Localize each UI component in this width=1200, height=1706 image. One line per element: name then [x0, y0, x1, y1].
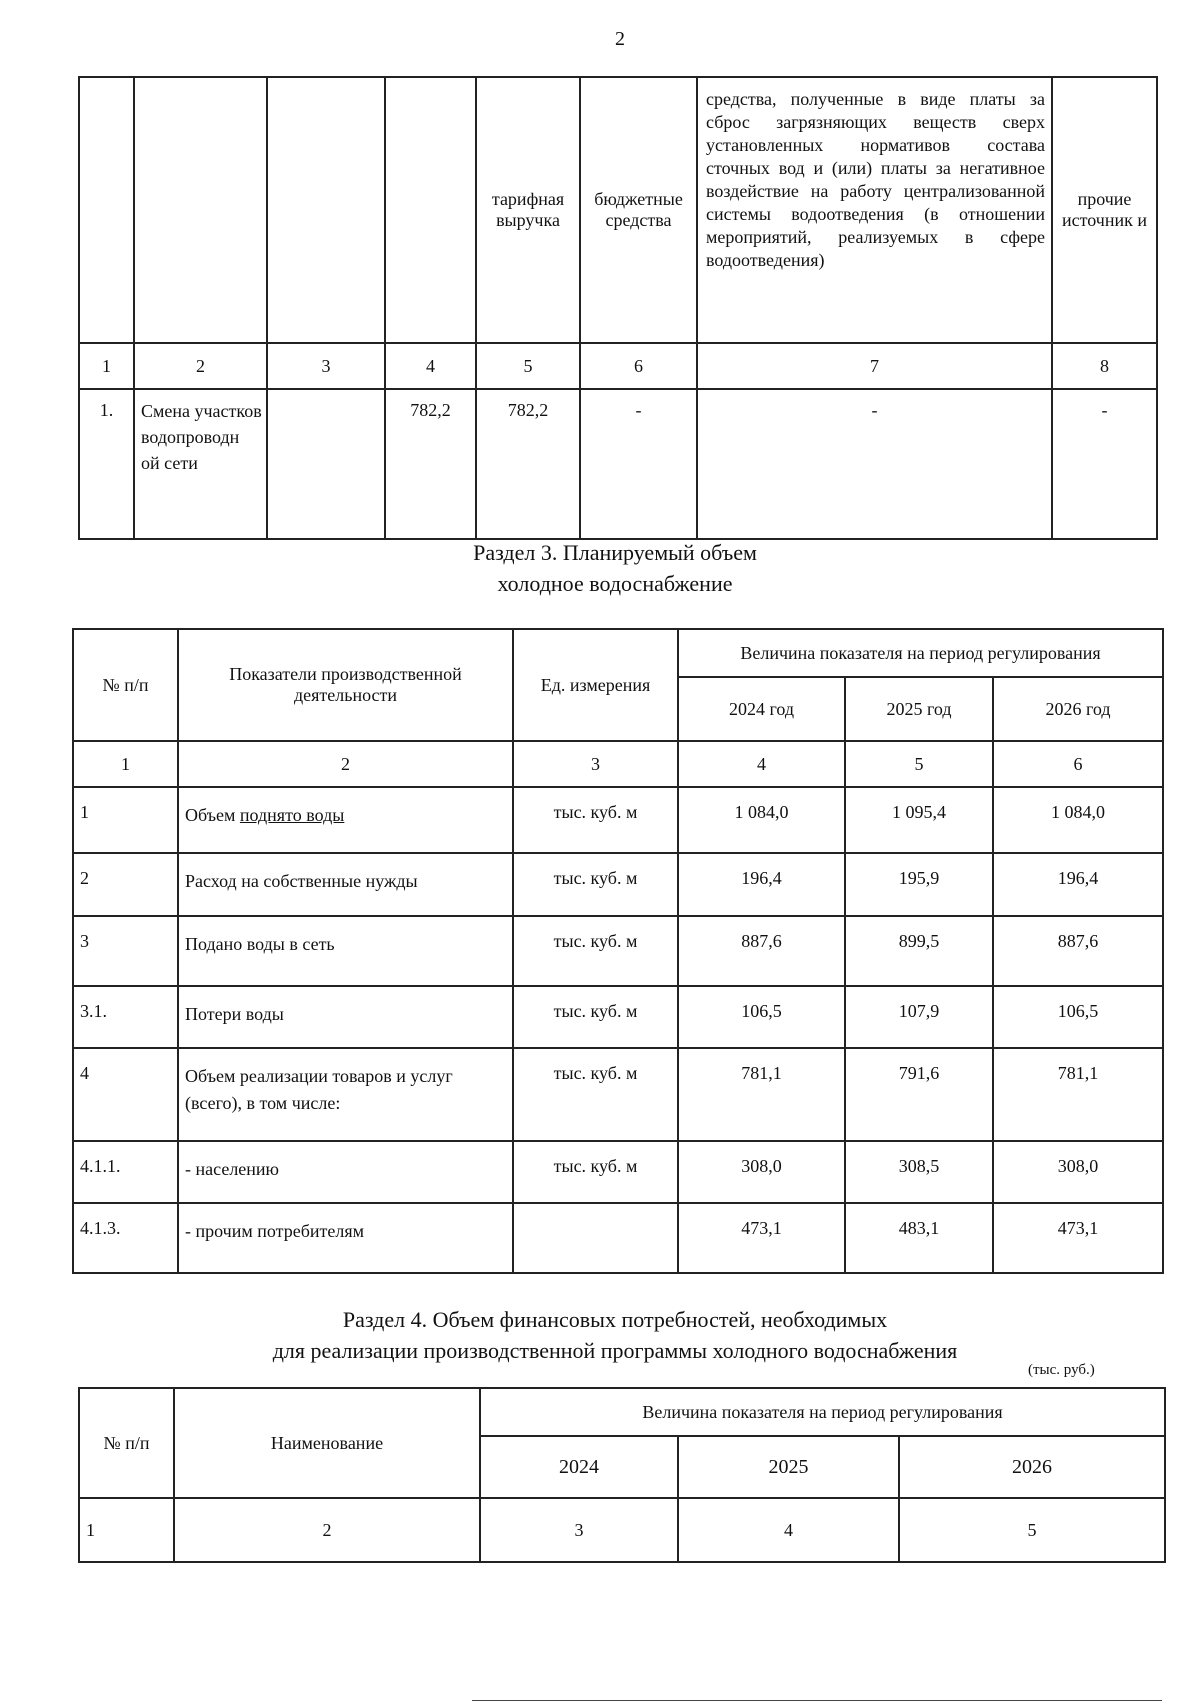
header-cell-empty [134, 77, 267, 343]
table-header-row [79, 77, 1157, 343]
value-2025: 1 095,4 [845, 787, 993, 853]
section-3-title [0, 538, 1200, 600]
header-unit: Ед. измерения [513, 629, 678, 741]
row-number: 3.1. [73, 986, 178, 1048]
value-2025: 107,9 [845, 986, 993, 1048]
header-other-sources: прочие источник и [1052, 77, 1157, 343]
header-name: Наименование [174, 1388, 480, 1498]
column-number: 1 [73, 741, 178, 787]
row-number: 4.1.1. [73, 1141, 178, 1203]
value-2025: 791,6 [845, 1048, 993, 1141]
row-number: 3 [73, 916, 178, 986]
row-number: 2 [73, 853, 178, 916]
header-year-2025: 2025 год [845, 677, 993, 741]
header-tariff-revenue: тарифная выручка [476, 77, 580, 343]
table-row [73, 1048, 1163, 1141]
row-name: Смена участков водопроводн ой сети [134, 389, 267, 539]
row-name-underlined: поднято воды [239, 805, 345, 825]
row-cell: - [1052, 389, 1157, 539]
row-name: - населению [178, 1141, 513, 1203]
table-row [73, 853, 1163, 916]
header-period: Величина показателя на период регулирования [480, 1388, 1165, 1436]
header-indicators: Показатели производственной деятельности [178, 629, 513, 741]
section-4-title-line: для реализации производственной программы холодного водоснабжения [272, 1337, 958, 1363]
row-unit: тыс. куб. м [513, 853, 678, 916]
section-3-title-line: Раздел 3. Планируемый объем [473, 540, 757, 565]
row-unit: тыс. куб. м [513, 986, 678, 1048]
page-number: 2 [615, 28, 625, 50]
column-number: 6 [993, 741, 1163, 787]
row-unit [513, 1203, 678, 1273]
column-number: 5 [476, 343, 580, 389]
section-4-title [0, 1305, 1200, 1367]
value-2025: 308,5 [845, 1141, 993, 1203]
financing-sources-table [78, 76, 1158, 540]
row-name: Объем реализации товаров и услуг (всего), в том числе: [178, 1048, 513, 1141]
column-number: 2 [134, 343, 267, 389]
row-name: Подано воды в сеть [178, 916, 513, 986]
table-header-row [79, 1388, 1165, 1436]
column-number: 8 [1052, 343, 1157, 389]
value-2026: 473,1 [993, 1203, 1163, 1273]
column-number: 7 [697, 343, 1052, 389]
column-number: 4 [678, 741, 845, 787]
row-cell: 782,2 [385, 389, 476, 539]
column-number: 2 [178, 741, 513, 787]
row-number: 4.1.3. [73, 1203, 178, 1273]
value-2024: 308,0 [678, 1141, 845, 1203]
row-number: 1 [73, 787, 178, 853]
column-number: 2 [174, 1498, 480, 1562]
table-row [73, 1141, 1163, 1203]
header-cell-empty [385, 77, 476, 343]
header-num: № п/п [73, 629, 178, 741]
column-number: 5 [845, 741, 993, 787]
column-number: 1 [79, 343, 134, 389]
column-number: 5 [899, 1498, 1165, 1562]
row-number: 1. [79, 389, 134, 539]
row-unit: тыс. куб. м [513, 1048, 678, 1141]
header-period: Величина показателя на период регулирования [678, 629, 1163, 677]
financial-needs-table [78, 1387, 1166, 1563]
column-numbers-row [73, 741, 1163, 787]
row-name: - прочим потребителям [178, 1203, 513, 1273]
section-3-title-line: холодное водоснабжение [497, 570, 733, 596]
column-numbers-row [79, 343, 1157, 389]
planned-volume-table [72, 628, 1164, 1274]
value-2025: 195,9 [845, 853, 993, 916]
value-2024: 106,5 [678, 986, 845, 1048]
header-year-2024: 2024 год [678, 677, 845, 741]
value-2026: 196,4 [993, 853, 1163, 916]
table-row [79, 389, 1157, 539]
value-2026: 887,6 [993, 916, 1163, 986]
value-2026: 781,1 [993, 1048, 1163, 1141]
section-4-title-line: Раздел 4. Объем финансовых потребностей, необходимых [342, 1307, 888, 1332]
column-numbers-row [79, 1498, 1165, 1562]
row-name: Расход на собственные нужды [178, 853, 513, 916]
bottom-divider [472, 1700, 1162, 1701]
table-row [73, 986, 1163, 1048]
row-unit: тыс. куб. м [513, 916, 678, 986]
value-2024: 196,4 [678, 853, 845, 916]
table-row [73, 916, 1163, 986]
column-number: 3 [267, 343, 385, 389]
value-2025: 899,5 [845, 916, 993, 986]
row-unit: тыс. куб. м [513, 1141, 678, 1203]
column-number: 6 [580, 343, 697, 389]
table-row [73, 1203, 1163, 1273]
row-cell: - [697, 389, 1052, 539]
row-unit: тыс. куб. м [513, 787, 678, 853]
header-cell-empty [267, 77, 385, 343]
column-number: 3 [513, 741, 678, 787]
header-cell-empty [79, 77, 134, 343]
value-2024: 887,6 [678, 916, 845, 986]
value-2024: 781,1 [678, 1048, 845, 1141]
header-budget-funds: бюджетные средства [580, 77, 697, 343]
unit-note: (тыс. руб.) [1028, 1362, 1095, 1378]
value-2024: 473,1 [678, 1203, 845, 1273]
row-number: 4 [73, 1048, 178, 1141]
header-year-2026: 2026 год [993, 677, 1163, 741]
table-header-row [73, 629, 1163, 677]
row-name: Потери воды [178, 986, 513, 1048]
column-number: 4 [678, 1498, 899, 1562]
row-cell [267, 389, 385, 539]
header-year-2026: 2026 [899, 1436, 1165, 1498]
value-2026: 106,5 [993, 986, 1163, 1048]
header-num: № п/п [79, 1388, 174, 1498]
row-cell: - [580, 389, 697, 539]
column-number: 3 [480, 1498, 678, 1562]
column-number: 4 [385, 343, 476, 389]
value-2024: 1 084,0 [678, 787, 845, 853]
header-year-2025: 2025 [678, 1436, 899, 1498]
column-number: 1 [79, 1498, 174, 1562]
value-2026: 308,0 [993, 1141, 1163, 1203]
row-name [178, 787, 513, 853]
header-pollution-fees: средства, полученные в виде платы за сброс загрязняющих веществ сверх установленных нормативов состава сточных вод и (или) платы за негативное воздействие на работу централизованной системы водоотведения (в отношении мероприятий, реализуемых в сфере водоотведения) [697, 77, 1052, 343]
header-year-2024: 2024 [480, 1436, 678, 1498]
row-name-part: Объем [185, 805, 240, 825]
row-cell: 782,2 [476, 389, 580, 539]
table-row [73, 787, 1163, 853]
value-2025: 483,1 [845, 1203, 993, 1273]
value-2026: 1 084,0 [993, 787, 1163, 853]
